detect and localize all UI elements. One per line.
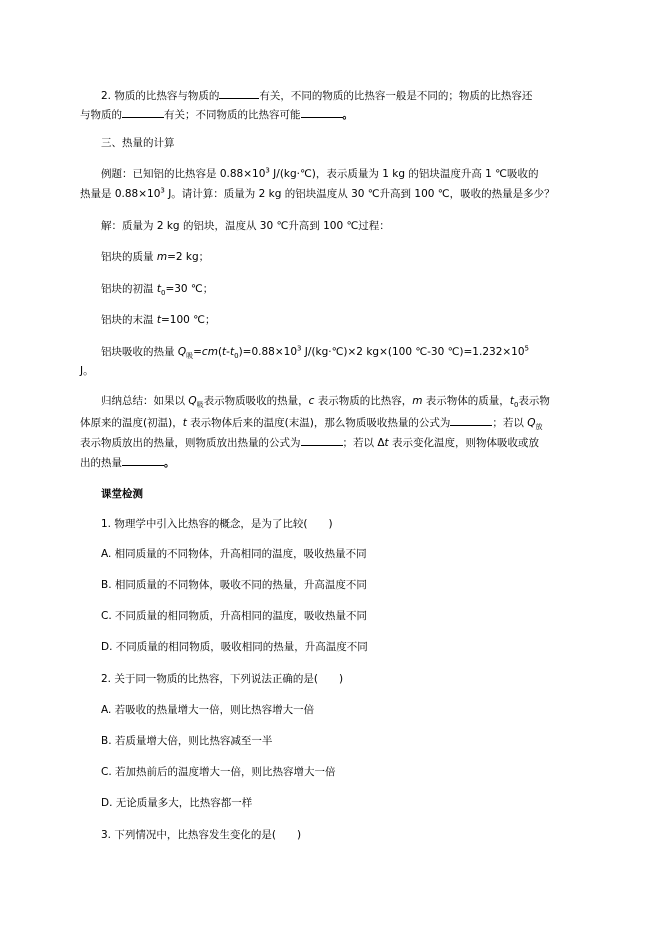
text: 热量是 0.88×10 [80, 188, 161, 200]
text: 表示物体的质量， [422, 395, 510, 407]
question-2-option-d: D. 无论质量多大，比热容都一样 [101, 797, 253, 809]
variable: t [156, 283, 161, 295]
text: J。请计算：质量为 2 kg 的铝块温度从 30 ℃升高到 100 ℃，吸收的热量是多少？ [164, 188, 555, 200]
text: 表示物质的比热容， [314, 395, 413, 407]
variable: m [156, 251, 168, 263]
text: - [226, 346, 230, 358]
variable: t [182, 417, 187, 429]
text: 2. 物质的比热容与物质的 [101, 90, 220, 102]
solution-mass [101, 250, 209, 264]
text: 体原来的温度(初温)， [80, 417, 183, 429]
summary-line4 [80, 454, 175, 470]
answer-blank [122, 454, 164, 466]
question-2-option-c: C. 若加热前后的温度增大一倍，则比热容增大一倍 [101, 766, 336, 778]
text: 与物质的 [80, 109, 122, 121]
solution-heat-line2: J。 [80, 365, 94, 377]
text: J/(kg·℃)，表示质量为 1 kg 的铝块温度升高 1 ℃吸收的 [269, 168, 539, 180]
subscript: 0 [160, 289, 166, 298]
superscript: 3 [297, 344, 302, 353]
example-line2 [80, 187, 555, 201]
subscript: 0 [234, 352, 239, 361]
subscript: 0 [513, 401, 519, 410]
text: 表示物质放出的热量，则物质放出热量的公式为 [80, 437, 301, 449]
text: ；若以 Δ [342, 437, 385, 449]
superscript: 3 [160, 186, 165, 195]
text: 表示物质吸收的热量， [203, 395, 309, 407]
superscript: 3 [265, 166, 270, 175]
text: = [193, 346, 202, 358]
section-heading: 三、热量的计算 [101, 137, 175, 149]
variable: m [412, 395, 423, 407]
superscript: 5 [524, 344, 529, 353]
answer-blank [219, 87, 259, 99]
variable: Q [177, 346, 187, 358]
text: ；若以 [492, 417, 528, 429]
summary-line2 [80, 414, 542, 430]
text: 表示物体后来的温度(末温)，那么物质吸收热量的公式为 [186, 417, 451, 429]
question-1-option-d: D. 不同质量的相同物质，吸收相同的热量，升高温度不同 [101, 641, 368, 653]
answer-blank [301, 434, 343, 446]
paragraph-specific-heat-line1 [101, 87, 532, 103]
text: J/(kg·℃)×2 kg×(100 ℃-30 ℃)=1.232×10 [301, 346, 525, 358]
variable: t [509, 395, 514, 407]
solution-initial-temp [101, 282, 213, 296]
variable: t [222, 346, 227, 358]
subscript: 放 [535, 423, 543, 432]
solution-intro: 解：质量为 2 kg 的铝块，温度从 30 ℃升高到 100 ℃过程： [101, 220, 390, 232]
text: =2 kg； [167, 251, 210, 263]
variable: t [229, 346, 235, 358]
variable: c [308, 395, 315, 407]
question-1-option-b: B. 相同质量的不同物体，吸收不同的热量，升高温度不同 [101, 579, 367, 591]
summary-line3 [80, 434, 539, 450]
variable: Q [188, 395, 197, 407]
variable: cm [201, 346, 218, 358]
summary-line1 [101, 394, 550, 408]
text: ( [217, 346, 223, 358]
text: =100 ℃； [160, 314, 216, 326]
text: 。 [342, 109, 353, 121]
question-1-option-a: A. 相同质量的不同物体，升高相同的温度，吸收热量不同 [101, 548, 367, 560]
answer-blank [301, 106, 343, 118]
text: )=0.88×10 [238, 346, 297, 358]
text: 表示变化温度，则物体吸收或放 [388, 437, 539, 449]
text: 有关；不同物质的比热容可能 [164, 109, 301, 121]
paragraph-specific-heat-line2 [80, 106, 353, 122]
question-1-stem: 1. 物理学中引入比热容的概念，是为了比较( ) [101, 518, 333, 530]
subscript: 吸 [186, 352, 194, 361]
text: 出的热量 [80, 457, 122, 469]
text: 例题：已知铝的比热容是 0.88×10 [101, 168, 266, 180]
text: 铝块吸收的热量 [101, 346, 178, 358]
question-2-option-b: B. 若质量增大倍，则比热容减至一半 [101, 735, 273, 747]
question-2-option-a: A. 若吸收的热量增大一倍，则比热容增大一倍 [101, 704, 315, 716]
text: =30 ℃； [165, 283, 214, 295]
text: 。 [164, 457, 175, 469]
solution-final-temp [101, 313, 215, 327]
example-line1 [101, 167, 538, 181]
variable: t [156, 314, 161, 326]
text: 有关，不同的物质的比热容一般是不同的；物质的比热容还 [259, 90, 533, 102]
variable: t [384, 437, 389, 449]
text: 铝块的质量 [101, 251, 157, 263]
question-3-stem: 3. 下列情况中，比热容发生变化的是( ) [101, 829, 302, 841]
question-2-stem: 2. 关于同一物质的比热容，下列说法正确的是( ) [101, 673, 344, 685]
question-1-option-c: C. 不同质量的相同物质，升高相同的温度，吸收热量不同 [101, 610, 368, 622]
text: 归纳总结：如果以 [101, 395, 189, 407]
subscript: 吸 [196, 401, 204, 410]
text: 表示物 [518, 395, 550, 407]
answer-blank [450, 414, 492, 426]
class-check-heading: 课堂检测 [101, 488, 143, 500]
answer-blank [122, 106, 164, 118]
variable: Q [527, 417, 536, 429]
text: 铝块的初温 [101, 283, 157, 295]
text: 铝块的末温 [101, 314, 157, 326]
solution-heat-line1 [101, 345, 529, 359]
